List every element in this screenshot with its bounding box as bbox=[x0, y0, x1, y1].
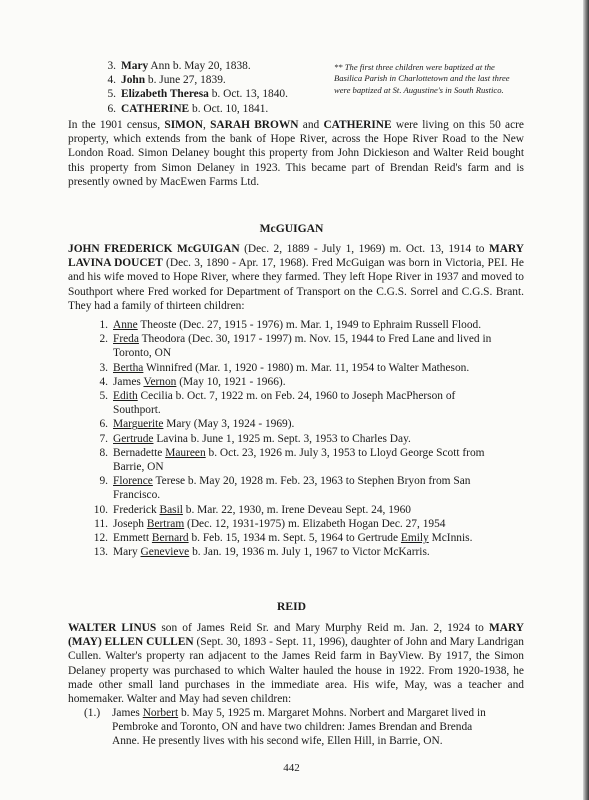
reid-child-1: (1.) James Norbert b. May 5, 1925 m. Margaret Mohns. Norbert and Margaret lived in Pembroke and Toronto, ON and have two children: James Brendan and Brenda Anne. He presently lives with his second wife, Ellen Hill, in Barrie, ON. bbox=[84, 707, 486, 748]
list-item: 4. John b. June 27, 1839. bbox=[107, 74, 226, 87]
list-item: 11. Joseph Bertram (Dec. 12, 1931-1975) m. Elizabeth Hogan Dec. 27, 1954 bbox=[94, 517, 446, 530]
top-children-list bbox=[96, 59, 336, 116]
list-item: 7. Gertrude Lavina b. June 1, 1925 m. Sept. 3, 1953 to Charles Day. bbox=[99, 432, 411, 445]
list-item: 5. Edith Cecilia b. Oct. 7, 1922 m. on Feb. 24, 1960 to Joseph MacPherson of Southport. bbox=[99, 390, 456, 417]
section-heading-reid: REID bbox=[277, 600, 306, 613]
list-item: 10. Frederick Basil b. Mar. 22, 1930, m. Irene Deveau Sept. 24, 1960 bbox=[93, 503, 412, 516]
reid-paragraph: WALTER LINUS son of James Reid Sr. and Mary Murphy Reid m. Jan. 2, 1924 to MARY (MAY) ELLEN CULLEN (Sept. 30, 1893 - Sept. 11, 1996), daughter of John and Mary Landrigan Cullen. Walter's property ran adjacent to the James Reid farm in BayView. By 1917, the Simon Delaney property was purchased to which Walter hauled the house in 1922. From 1920-1938, he made other small land purchases in the immediate area. His wife, May, was a teacher and homemaker. Walter and May had seven children: bbox=[68, 622, 524, 706]
list-item: 1. Anne Theoste (Dec. 27, 1915 - 1976) m. Mar. 1, 1949 to Ephraim Russell Flood. bbox=[99, 319, 482, 331]
list-item: 6. CATHERINE b. Oct. 10, 1841. bbox=[107, 102, 269, 115]
mcguigan-paragraph: JOHN FREDERICK McGUIGAN (Dec. 2, 1889 - July 1, 1969) m. Oct. 13, 1914 to MARY LAVINA DOUCET (Dec. 3, 1890 - Apr. 17, 1968). Fred McGuigan was born in Victoria, PEI. He and his wife moved to Hope River, where they farmed. They left Hope River in 1937 and moved to Southport where Fred worked for Department of Transport on the C.G.S. Sorrel and C.G.S. Brant. They had a family of thirteen children: bbox=[68, 243, 525, 312]
list-item: 4. James Vernon (May 10, 1921 - 1966). bbox=[99, 375, 286, 388]
list-item: 3. Mary Ann b. May 20, 1838. bbox=[107, 60, 251, 72]
list-item: 13. Mary Genevieve b. Jan. 19, 1936 m. July 1, 1967 to Victor McKarris. bbox=[93, 546, 430, 559]
baptism-note: ** The first three children were baptized at the Basilica Parish in Charlottetown and the last three were baptized at St. Augustine's in South Rustico. bbox=[334, 62, 510, 95]
list-item: 6. Marguerite Mary (May 3, 1924 - 1969). bbox=[99, 418, 295, 431]
list-item: 3. Bertha Winnifred (Mar. 1, 1920 - 1980) m. Mar. 11, 1954 to Walter Matheson. bbox=[99, 361, 470, 374]
list-item: 2. Freda Theodora (Dec. 30, 1917 - 1997) m. Nov. 15, 1944 to Fred Lane and lived in Toronto, ON bbox=[99, 333, 492, 360]
page-edge-shadow bbox=[583, 0, 589, 800]
list-item: 9. Florence Terese b. May 20, 1928 m. Feb. 23, 1963 to Stephen Bryon from San Francisco. bbox=[99, 475, 471, 502]
census-paragraph: In the 1901 census, SIMON, SARAH BROWN and CATHERINE were living on this 50 acre property, which extends from the bank of Hope River, across the Hope River Road to the New London Road. Simon Delaney bought this property from John Dickieson and Walter Reid bought this property from Simon Delaney in 1923. This became part of Brendan Reid's farm and is presently owned by MacEwen Farms Ltd. bbox=[68, 119, 524, 188]
list-item: 8. Bernadette Maureen b. Oct. 23, 1926 m. July 3, 1953 to Lloyd George Scott from Barrie, ON bbox=[99, 446, 485, 474]
page-number: 442 bbox=[283, 762, 300, 774]
list-item: 5. Elizabeth Theresa b. Oct. 13, 1840. bbox=[107, 88, 288, 101]
mcguigan-children-list bbox=[88, 318, 496, 559]
list-item: 12. Emmett Bernard b. Feb. 15, 1934 m. Sept. 5, 1964 to Gertrude Emily McInnis. bbox=[93, 532, 473, 545]
section-heading-mcguigan: McGUIGAN bbox=[259, 222, 324, 235]
